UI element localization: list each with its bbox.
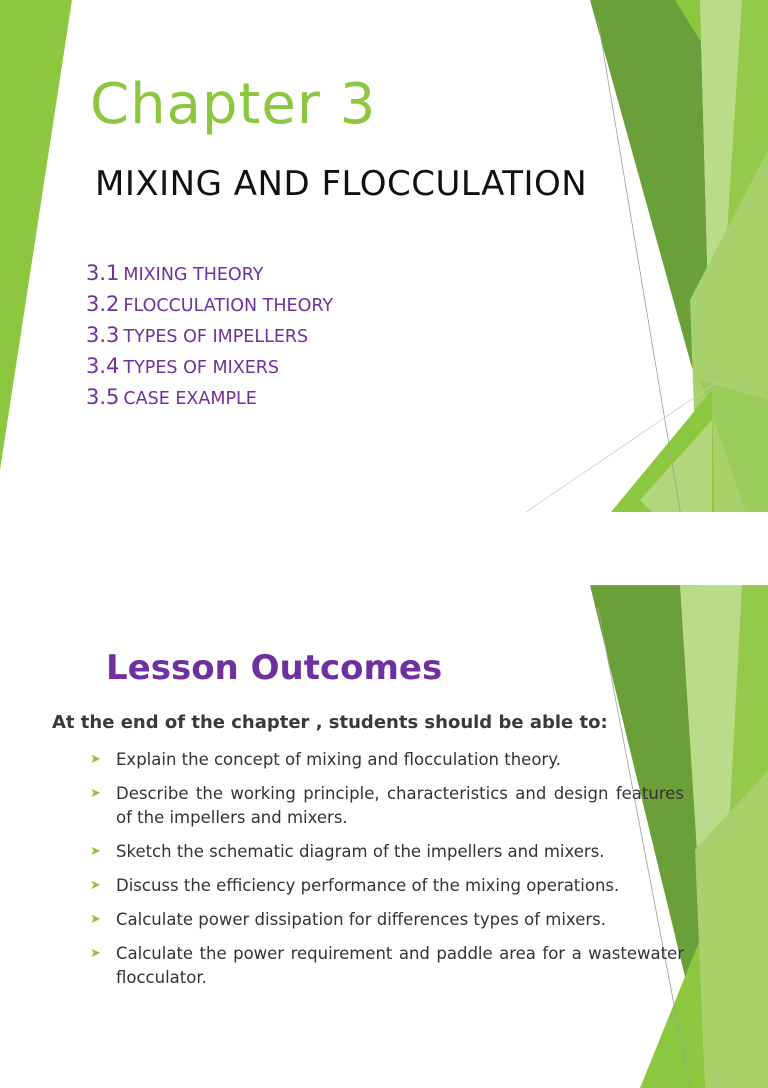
outcome-item	[90, 840, 684, 864]
outcome-item	[90, 874, 684, 898]
topic-item	[86, 351, 333, 382]
topic-item	[86, 289, 333, 320]
outcome-item	[90, 782, 684, 830]
lesson-outcomes-title: Lesson Outcomes	[106, 648, 442, 688]
slide-chapter-title	[0, 0, 768, 512]
topic-item	[86, 258, 333, 289]
outcome-text: Discuss the efficiency performance of the mixing operations.	[116, 876, 619, 895]
arrow-bullet-icon: ➤	[90, 942, 101, 966]
outcome-item	[90, 748, 684, 772]
arrow-bullet-icon: ➤	[90, 840, 101, 864]
topic-item	[86, 382, 333, 413]
outcome-item	[90, 908, 684, 932]
chapter-title: Chapter 3	[90, 72, 376, 137]
outcome-text: Explain the concept of mixing and flocculation theory.	[116, 750, 561, 769]
topic-label: CASE EXAMPLE	[123, 389, 256, 409]
arrow-bullet-icon: ➤	[90, 748, 101, 772]
chapter-subtitle: MIXING AND FLOCCULATION	[95, 164, 587, 204]
outcome-text: Calculate the power requirement and paddle area for a wastewater flocculator.	[116, 944, 684, 987]
topic-number: 3.5	[86, 385, 119, 409]
outcome-text: Describe the working principle, characteristics and design features of the impellers and mixers.	[116, 784, 684, 827]
arrow-bullet-icon: ➤	[90, 782, 101, 806]
slide-lesson-outcomes	[0, 512, 768, 1024]
topic-number: 3.3	[86, 323, 119, 347]
topic-item	[86, 320, 333, 351]
topic-label: MIXING THEORY	[123, 265, 263, 285]
topic-number: 3.4	[86, 354, 119, 378]
topic-list	[86, 258, 333, 413]
outcome-item	[90, 942, 684, 990]
topic-number: 3.1	[86, 261, 119, 285]
topic-number: 3.2	[86, 292, 119, 316]
intro-line: At the end of the chapter , students should be able to:	[52, 712, 608, 733]
outcome-text: Calculate power dissipation for differences types of mixers.	[116, 910, 606, 929]
outcome-list	[90, 748, 684, 1000]
topic-label: TYPES OF IMPELLERS	[123, 327, 308, 347]
arrow-bullet-icon: ➤	[90, 908, 101, 932]
arrow-bullet-icon: ➤	[90, 874, 101, 898]
topic-label: TYPES OF MIXERS	[123, 358, 279, 378]
outcome-text: Sketch the schematic diagram of the impellers and mixers.	[116, 842, 605, 861]
topic-label: FLOCCULATION THEORY	[123, 296, 333, 316]
